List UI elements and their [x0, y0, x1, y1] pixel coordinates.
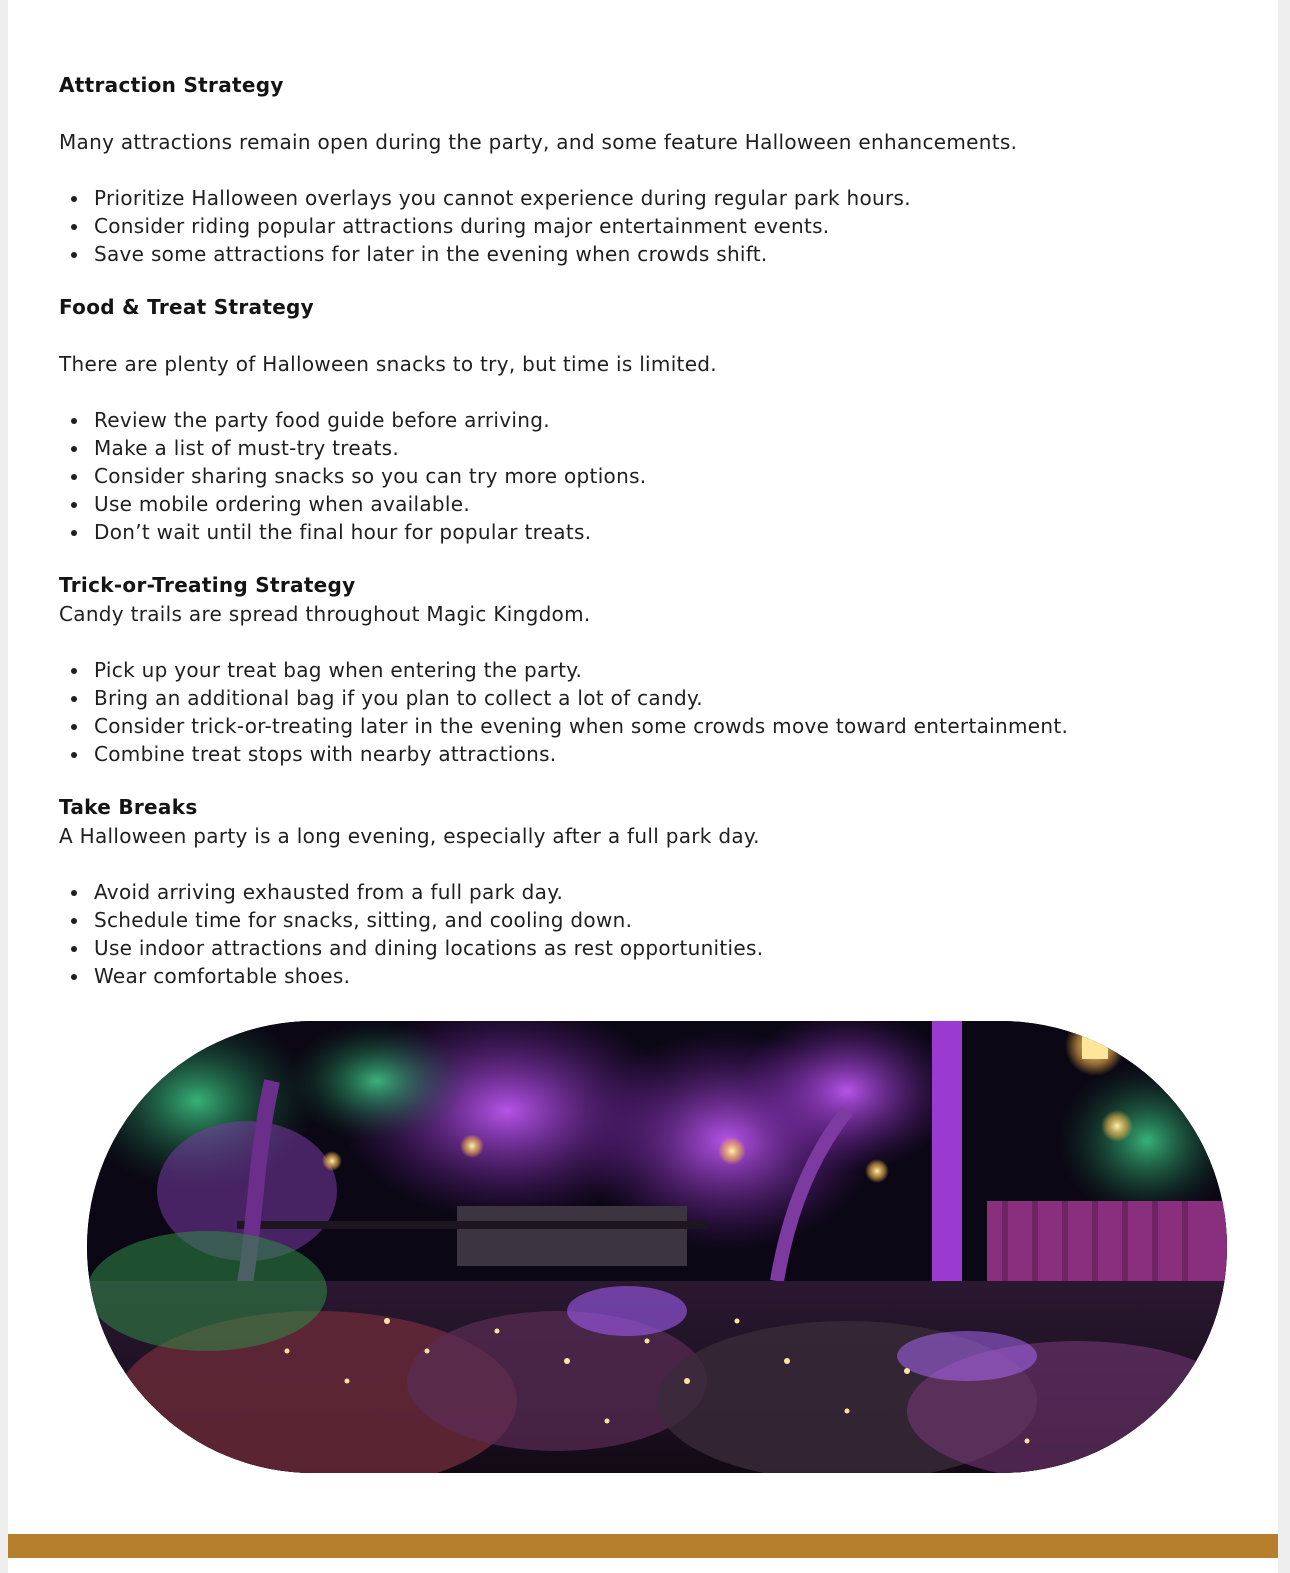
list-item: Consider riding popular attractions during major entertainment events.: [59, 212, 1259, 240]
list-item: Wear comfortable shoes.: [59, 962, 1259, 990]
list-item: Bring an additional bag if you plan to collect a lot of candy.: [59, 684, 1259, 712]
list-item: Use mobile ordering when available.: [59, 490, 1259, 518]
section-heading: Food & Treat Strategy: [59, 295, 315, 319]
list-item: Combine treat stops with nearby attractions.: [59, 740, 1259, 768]
article-page: [8, 0, 1278, 1573]
article-body: [59, 70, 1259, 990]
tips-list: [59, 878, 1259, 990]
list-item: Review the party food guide before arriving.: [59, 406, 1259, 434]
list-item: Pick up your treat bag when entering the party.: [59, 656, 1259, 684]
section-food-treat-strategy: [59, 292, 1259, 546]
section-intro: There are plenty of Halloween snacks to try, but time is limited.: [59, 352, 717, 376]
list-item: Save some attractions for later in the evening when crowds shift.: [59, 240, 1259, 268]
photo-illustration: [87, 1021, 1227, 1473]
list-item: Consider sharing snacks so you can try more options.: [59, 462, 1259, 490]
list-item: Avoid arriving exhausted from a full park day.: [59, 878, 1259, 906]
section-heading: Take Breaks: [59, 795, 198, 819]
list-item: Make a list of must-try treats.: [59, 434, 1259, 462]
section-attraction-strategy: [59, 70, 1259, 268]
section-intro: Many attractions remain open during the party, and some feature Halloween enhancements.: [59, 130, 1018, 154]
section-intro: A Halloween party is a long evening, especially after a full park day.: [59, 824, 760, 848]
list-item: Use indoor attractions and dining locations as rest opportunities.: [59, 934, 1259, 962]
footer-accent-bar: [8, 1534, 1278, 1558]
section-heading: Trick-or-Treating Strategy: [59, 573, 356, 597]
section-heading: Attraction Strategy: [59, 73, 284, 97]
section-take-breaks: [59, 792, 1259, 990]
section-intro: Candy trails are spread throughout Magic Kingdom.: [59, 602, 591, 626]
list-item: Prioritize Halloween overlays you cannot experience during regular park hours.: [59, 184, 1259, 212]
list-item: Don’t wait until the final hour for popular treats.: [59, 518, 1259, 546]
halloween-garden-photo: [87, 1021, 1227, 1473]
tips-list: [59, 406, 1259, 546]
tips-list: [59, 656, 1259, 768]
tips-list: [59, 184, 1259, 268]
list-item: Consider trick-or-treating later in the evening when some crowds move toward entertainment.: [59, 712, 1259, 740]
list-item: Schedule time for snacks, sitting, and cooling down.: [59, 906, 1259, 934]
section-trick-or-treating-strategy: [59, 570, 1259, 768]
